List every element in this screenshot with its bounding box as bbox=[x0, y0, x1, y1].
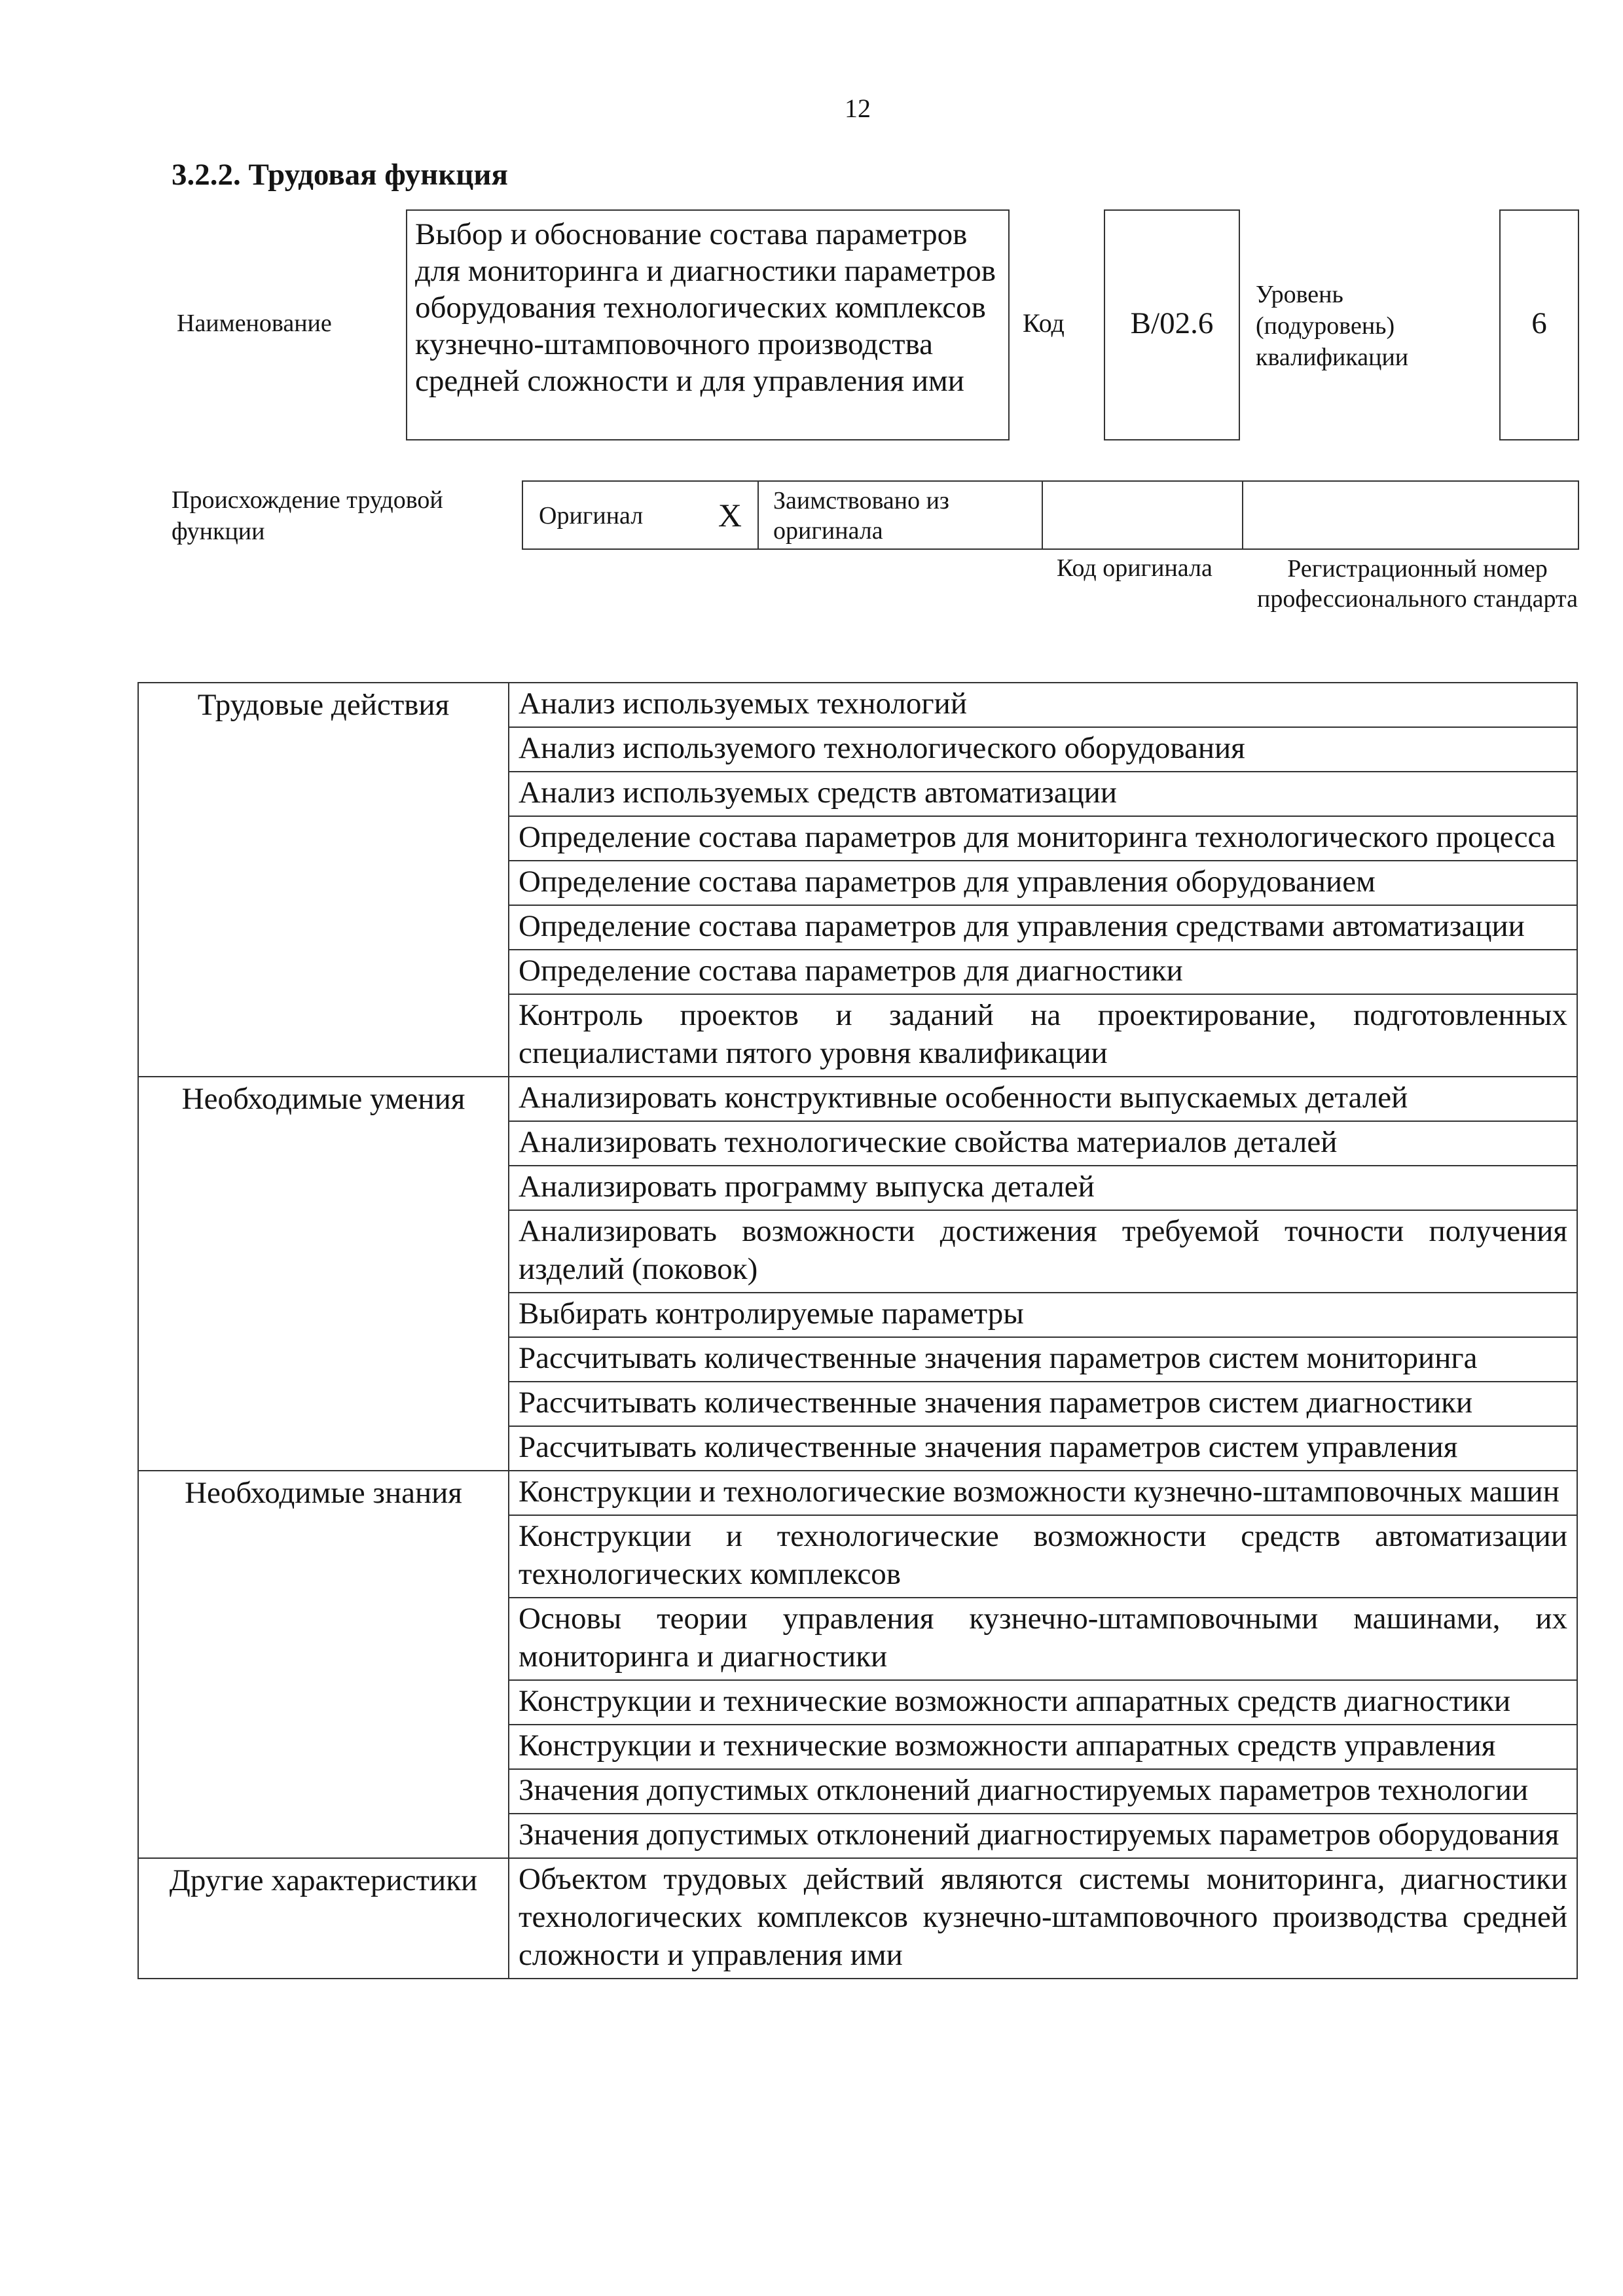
table-row bbox=[138, 1858, 1577, 1979]
section-item: Анализировать технологические свойства материалов деталей bbox=[509, 1121, 1577, 1166]
section-item: Значения допустимых отклонений диагностируемых параметров оборудования bbox=[509, 1814, 1577, 1858]
section-item: Рассчитывать количественные значения параметров систем мониторинга bbox=[509, 1337, 1577, 1382]
page-number: 12 bbox=[845, 94, 871, 123]
code-original-label: Код оригинала bbox=[1057, 554, 1213, 582]
origin-borrowed-cell bbox=[759, 482, 1043, 548]
table-row bbox=[138, 1471, 1577, 1515]
level-label: Уровень (подуровень) квалификации bbox=[1256, 281, 1409, 371]
code-value: B/02.6 bbox=[1130, 306, 1214, 340]
reg-number-label: Регистрационный номер профессионального стандарта bbox=[1257, 555, 1578, 613]
section-item: Анализ используемых технологий bbox=[509, 683, 1577, 727]
section-item: Анализ используемых средств автоматизации bbox=[509, 772, 1577, 816]
section-category: Другие характеристики bbox=[138, 1858, 509, 1979]
function-name-box bbox=[406, 209, 1010, 440]
section-item: Выбирать контролируемые параметры bbox=[509, 1293, 1577, 1337]
section-item: Рассчитывать количественные значения параметров систем управления bbox=[509, 1426, 1577, 1471]
section-item: Конструкции и технологические возможности средств автоматизации технологических комплексов bbox=[509, 1515, 1577, 1598]
origin-code-cell bbox=[1043, 482, 1243, 548]
borrowed-label: Заимствовано из оригинала bbox=[773, 487, 949, 545]
function-details-table bbox=[137, 682, 1578, 1979]
original-mark: X bbox=[718, 497, 742, 533]
section-item: Конструкции и технические возможности аппаратных средств диагностики bbox=[509, 1680, 1577, 1725]
section-item: Конструкции и технические возможности аппаратных средств управления bbox=[509, 1725, 1577, 1769]
origin-row bbox=[522, 480, 1579, 550]
original-label: Оригинал bbox=[539, 502, 644, 529]
section-item: Определение состава параметров для управления оборудованием bbox=[509, 861, 1577, 905]
table-row bbox=[138, 683, 1577, 727]
function-name-value: Выбор и обоснование состава параметров для мониторинга и диагностики параметров оборудования технологических комплексов кузнечно-штамповочного производства средней сложности и для управления ими bbox=[415, 217, 996, 398]
code-box bbox=[1104, 209, 1240, 440]
section-item: Анализировать конструктивные особенности выпускаемых деталей bbox=[509, 1077, 1577, 1121]
origin-label: Происхождение трудовой функции bbox=[172, 486, 443, 545]
origin-reg-cell bbox=[1243, 482, 1578, 548]
level-value: 6 bbox=[1531, 306, 1547, 340]
section-item: Конструкции и технологические возможности кузнечно-штамповочных машин bbox=[509, 1471, 1577, 1515]
section-category: Трудовые действия bbox=[138, 683, 509, 1077]
code-label: Код bbox=[1023, 308, 1065, 338]
section-item: Контроль проектов и заданий на проектирование, подготовленных специалистами пятого уровня квалификации bbox=[509, 994, 1577, 1077]
origin-original-cell bbox=[523, 482, 759, 548]
name-label: Наименование bbox=[177, 310, 332, 337]
section-category: Необходимые знания bbox=[138, 1471, 509, 1858]
section-item: Рассчитывать количественные значения параметров систем диагностики bbox=[509, 1382, 1577, 1426]
section-item: Определение состава параметров для диагностики bbox=[509, 950, 1577, 994]
section-item: Анализ используемого технологического оборудования bbox=[509, 727, 1577, 772]
table-row bbox=[138, 1077, 1577, 1121]
section-item: Основы теории управления кузнечно-штамповочными машинами, их мониторинга и диагностики bbox=[509, 1598, 1577, 1680]
section-category: Необходимые умения bbox=[138, 1077, 509, 1471]
section-item: Значения допустимых отклонений диагностируемых параметров технологии bbox=[509, 1769, 1577, 1814]
section-item: Анализировать возможности достижения требуемой точности получения изделий (поковок) bbox=[509, 1210, 1577, 1293]
section-item: Определение состава параметров для мониторинга технологического процесса bbox=[509, 816, 1577, 861]
section-item: Определение состава параметров для управления средствами автоматизации bbox=[509, 905, 1577, 950]
level-box bbox=[1499, 209, 1579, 440]
section-title: 3.2.2. Трудовая функция bbox=[172, 158, 508, 192]
section-item: Объектом трудовых действий являются системы мониторинга, диагностики технологических комплексов кузнечно-штамповочного производства средней сложности и управления ими bbox=[509, 1858, 1577, 1979]
section-item: Анализировать программу выпуска деталей bbox=[509, 1166, 1577, 1210]
